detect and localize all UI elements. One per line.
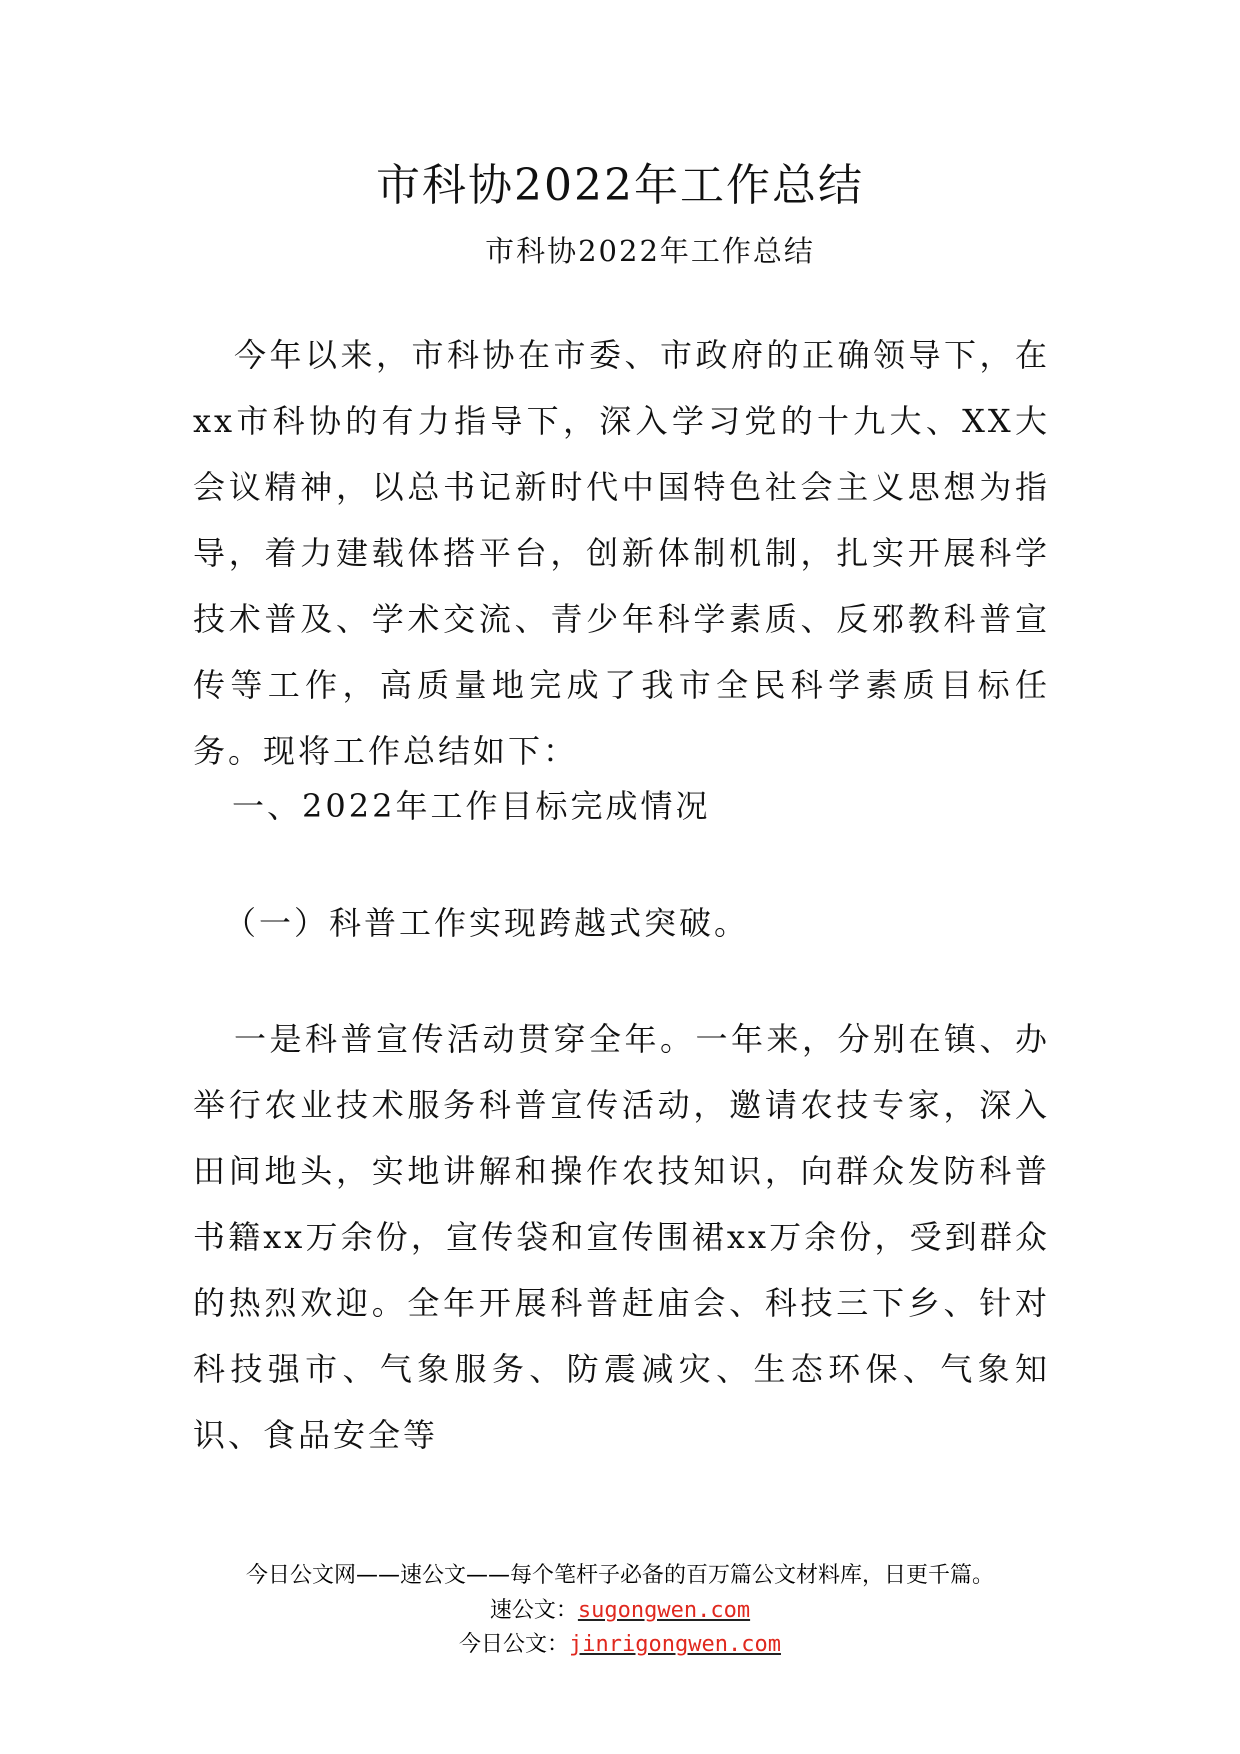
footer-slogan: 今日公文网——速公文——每个笔杆子必备的百万篇公文材料库，日更千篇。 (245, 1563, 994, 1588)
body-paragraph-1: 一是科普宣传活动贯穿全年。一年来，分别在镇、办举行农业技术服务科普宣传活动，邀请农技专家，深入田间地头，实地讲解和操作农技知识，向群众发防科普书籍xx万余份，宣传袋和宣传围裙xx万余份，受到群众的热烈欢迎。全年开展科普赶庙会、科技三下乡、针对科技强市、气象服务、防震减灾、生态环保、气象知识、食品安全等 (193, 1020, 1050, 1454)
document-title: 市科协2022年工作总结 (376, 160, 864, 211)
intro-paragraph: 今年以来，市科协在市委、市政府的正确领导下，在xx市科协的有力指导下，深入学习党的十九大、XX大会议精神，以总书记新时代中国特色社会主义思想为指导，着力建载体搭平台，创新体制机制，扎实开展科学技术普及、学术交流、青少年科学素质、反邪教科普宣传等工作，高质量地完成了我市全民科学素质目标任务。现将工作总结如下： (193, 336, 1050, 770)
jinrigongwen-link[interactable]: jinrigongwen.com (569, 1632, 781, 1657)
footer-jinrigongwen-label: 今日公文： (459, 1632, 570, 1657)
subsection-heading-1: （一）科普工作实现跨越式突破。 (224, 904, 750, 942)
footer-jinrigongwen (0, 1628, 1240, 1662)
section-heading-1: 一、2022年工作目标完成情况 (232, 787, 711, 825)
sugongwen-link[interactable]: sugongwen.com (577, 1598, 751, 1623)
document-subtitle: 市科协2022年工作总结 (485, 234, 815, 268)
footer-sugongwen-label: 速公文： (489, 1598, 578, 1623)
footer-sugongwen (0, 1594, 1240, 1628)
